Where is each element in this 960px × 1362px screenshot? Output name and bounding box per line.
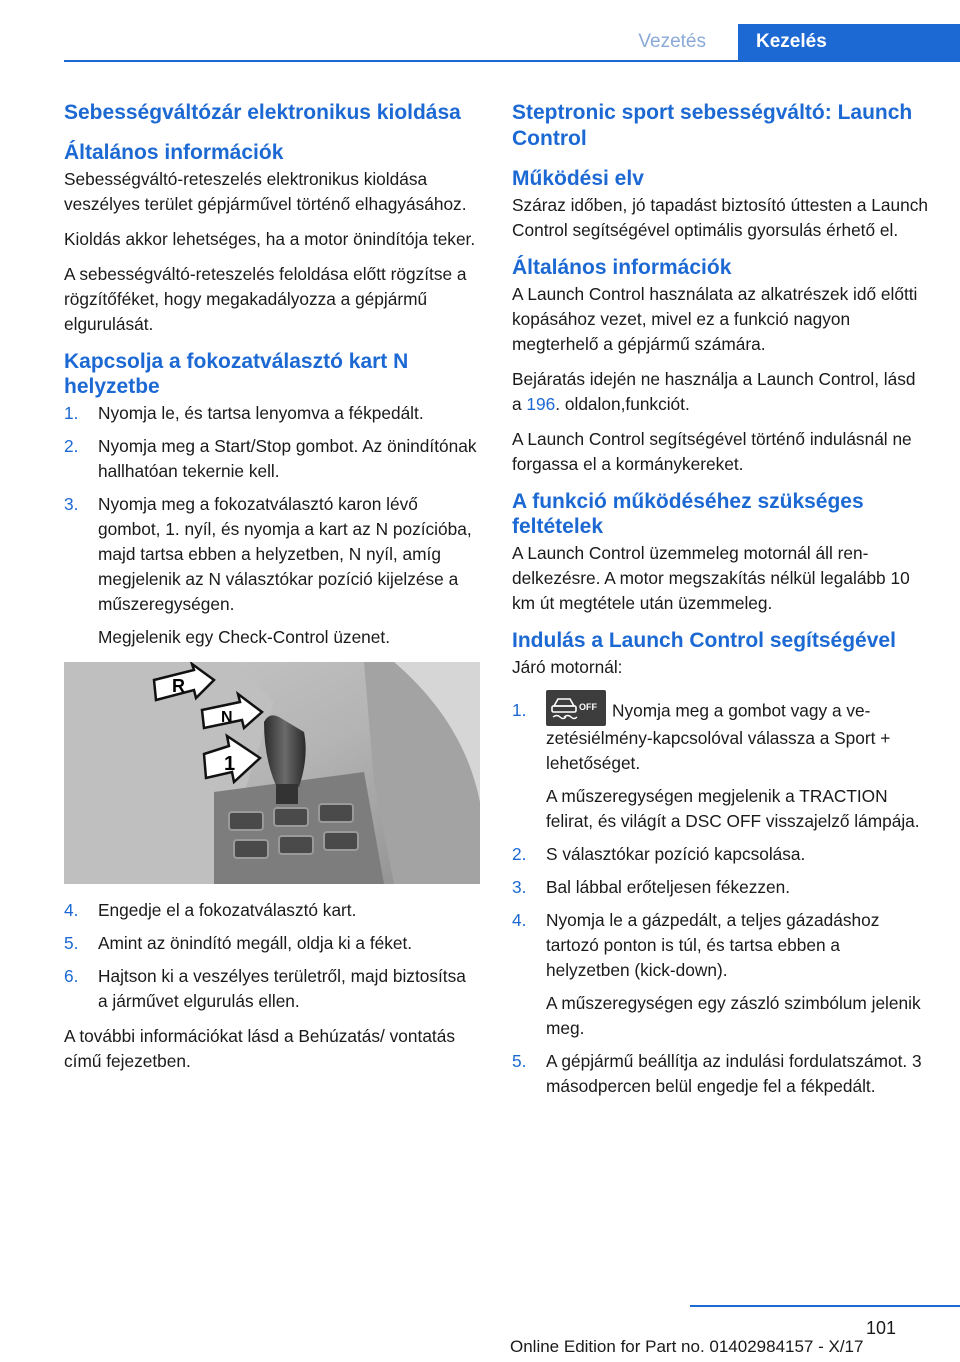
step-text: Nyomja le, és tartsa lenyomva a fékpedált. [98,403,424,423]
tab-kezeles[interactable]: Kezelés [738,24,960,60]
step-text: Engedje el a fokozatválasztó kart. [98,900,357,920]
text-fragment: Bejáratás idején ne használja a Launch Control, lásd a [512,369,916,414]
figure-label-1: 1 [224,753,236,775]
paragraph: Járó motornál: [512,657,623,677]
figure-label-r: R [172,676,185,696]
section-title-kioldas: Sebességváltózár elektronikus kioldása [64,101,461,124]
step-note: Megjelenik egy Check-Control üzenet. [98,627,391,647]
page-number: 101 [865,1318,896,1338]
list-item [512,875,928,900]
heading-feltetelek: A funkció működéséhez szükséges feltételek [512,490,864,538]
paragraph-closing: A további információkat lásd a Behúzatás/ vontatás című fejezetben. [64,1026,455,1071]
list-item [64,898,480,923]
step-text: Nyomja meg a gombot vagy a vezetésiélmény-kapcsolóval válassza a Sport + lehetőséget. [546,700,891,773]
step-text: A gépjármű beállítja az indulási fordulatszámot. 3 másodpercen belül engedje fel a fékpedált. [546,1051,922,1096]
step-text: Nyomja le a gázpedált, a teljes gázadáshoz tartozó ponton is túl, és tartsa ebben a helyzetben (kick-down). [546,910,880,980]
step-number: 2. [64,436,79,456]
page-link-196[interactable]: 196 [526,394,556,414]
step-number: 4. [64,900,79,920]
paragraph: A sebességváltó-reteszelés feloldása előtt rögzítse a rögzítőféket, hogy megakadályozza a gépjármű elgurulását. [64,264,467,334]
footer-divider [690,1305,960,1307]
step-number: 3. [512,877,527,897]
edition-footer: Online Edition for Part no. 01402984157 - X/17 [510,1337,864,1356]
step-note: A műszeregységen megjelenik a TRACTION felirat, és világít a DSC OFF visszajelző lámpája. [546,786,920,831]
list-item [512,1049,928,1099]
section-title-launch-control: Steptronic sport sebességváltó: Launch Control [512,101,913,150]
heading-n-helyzet: Kapcsolja a fokozatválasztó kart N helyzetbe [64,350,409,398]
step-number: 5. [512,1051,527,1071]
step-text: Amint az önindító megáll, oldja ki a féket. [98,933,413,953]
step-number: 3. [64,494,79,514]
steps-list-b [64,898,480,1014]
heading-mukodesi-elv: Működési elv [512,167,644,190]
page-header [0,0,960,62]
right-column [512,100,928,1109]
step-number: 4. [512,910,527,930]
list-item [512,842,928,867]
step-number: 2. [512,844,527,864]
list-item [64,964,480,1014]
list-item [512,698,928,834]
paragraph: A Launch Control használata az alkatrészek idő előtti kopásához vezet, mivel ez a funkció nagyon megterhelő a gépjármű számára. [512,284,918,354]
text-fragment: . oldalon,funkciót. [555,394,690,414]
heading-altalanos-left: Általános információk [64,141,284,164]
header-divider [64,60,960,62]
step-text: Nyomja meg a fokozatválasztó karon lévő gombot, 1. nyíl, és nyomja a kart az N pozícióba, majd tartsa ebben a helyzetben, N nyíl, amíg megjelenik az N választókar pozíció kijelzése a műszeregységen. [98,494,472,614]
step-text: Hajtson ki a veszélyes területről, majd biztosítsa a járművet elgurulás ellen. [98,966,466,1011]
paragraph: A Launch Control üzemmeleg motornál áll rendelkezésre. A motor megszakítás nélkül legalább 10 km út megtétele után üzemmeleg. [512,543,910,613]
list-item [64,434,480,484]
heading-altalanos-right: Általános információk [512,256,732,279]
step-text: Bal lábbal erőteljesen fékezzen. [546,877,791,897]
paragraph-with-link [512,367,928,417]
list-item [64,931,480,956]
step-number: 1. [512,700,527,720]
steps-list-launch [512,698,928,1099]
steps-list-a [64,401,480,650]
step-text: S választókar pozíció kapcsolása. [546,844,806,864]
list-item [512,908,928,1041]
step-number: 5. [64,933,79,953]
left-column [64,100,480,1084]
step-number: 1. [64,403,79,423]
list-item [64,401,480,426]
step-note: A műszeregységen egy zászló szimbólum jelenik meg. [546,993,921,1038]
paragraph: Száraz időben, jó tapadást biztosító úttesten a Launch Control segítségével optimális gyorsulás érhető el. [512,195,928,240]
figure-label-n: N [221,709,233,726]
dsc-off-icon [546,690,606,726]
heading-indulas: Indulás a Launch Control segítségével [512,629,896,652]
list-item [64,492,480,650]
tab-vezetes[interactable]: Vezetés [638,31,706,52]
paragraph: Kioldás akkor lehetséges, ha a motor önindítója teker. [64,229,476,249]
step-number: 6. [64,966,79,986]
gear-selector-illustration [64,662,480,884]
paragraph: A Launch Control segítségével történő indulásnál ne forgassa el a kormánykereket. [512,429,912,474]
dsc-off-icon-label: OFF [579,702,597,712]
step-text: Nyomja meg a Start/Stop gombot. Az önindítónak hallhatóan tekernie kell. [98,436,477,481]
paragraph: Sebességváltó-reteszelés elektronikus kioldása veszélyes terület gépjárművel történő elhagyásához. [64,169,467,214]
